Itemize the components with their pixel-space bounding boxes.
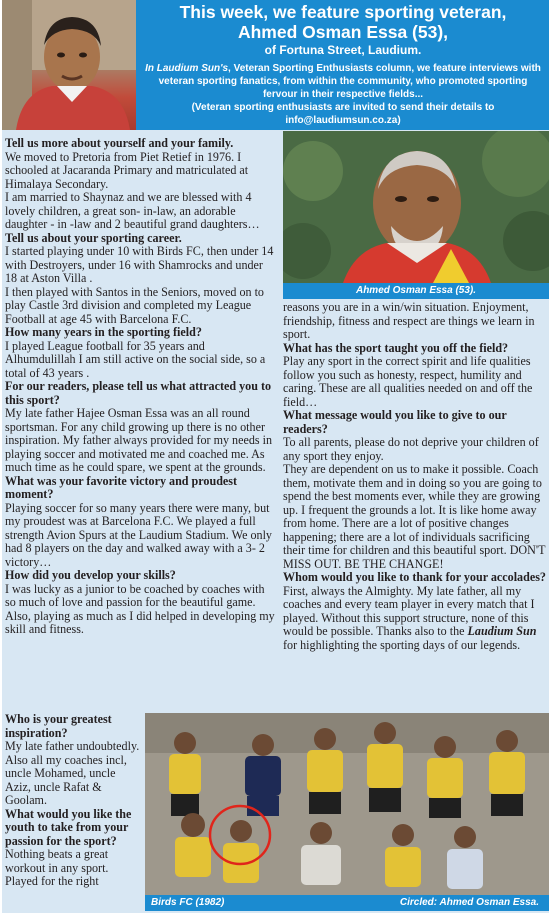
portrait-caption: Ahmed Osman Essa (53). [283, 283, 549, 299]
team-photo-circled-note: Circled: Ahmed Osman Essa. [399, 897, 539, 908]
answer-thanks [283, 585, 549, 653]
answer-thanks-end: for highlighting the sporting days of our legends. [283, 637, 521, 652]
answer-skills-fitness: Also, playing as much as I did helped in developing my skill and fitness. [5, 608, 275, 636]
question-family: Tell us more about yourself and your family. [5, 136, 234, 150]
answer-message-coaching: They are dependent on us to make it possible. Coach them, motivate them and in doing so you are going to spend the best moments ever, while they are growing up. I frequent the grounds a lot. It is like home away from home. There are a lot of positive changes happening; there are a lot of individuals sacrificing their time for children and this beautiful sport. DON'T MISS OUT. BE THE CHANGE! [283, 462, 546, 571]
question-off-field: What has the sport taught you off the field? [283, 340, 509, 355]
portrait-photo-right [283, 131, 549, 283]
article-column-right [283, 301, 549, 652]
question-years: How many years in the sporting field? [5, 325, 202, 339]
answer-message-parents: To all parents, please do not deprive your children of any sport they enjoy. [283, 435, 539, 463]
column-intro-text: , Veteran Sporting Enthusiasts column, we feature interviews with veteran sporting fanatics, from within the community, who promoted sporting fervour in their respective fields... [158, 63, 541, 100]
header-portrait-photo [2, 0, 136, 130]
question-youth: What would you like the youth to take from your passion for the sport? [5, 806, 132, 848]
article-column-left [5, 137, 277, 637]
answer-youth-start: Nothing beats a great workout in any sport. Played for the right [5, 847, 109, 888]
question-career: Tell us about your sporting career. [5, 230, 182, 245]
question-thanks: Whom would you like to thank for your accolades? [283, 570, 546, 584]
answer-skills-coaching: I was lucky as a junior to be coached by coaches with so much of love and passion for the beautiful game. [5, 581, 265, 609]
question-skills: How did you develop your skills? [5, 568, 176, 582]
header-text-block [142, 2, 544, 127]
feature-address: of Fortuna Street, Laudium. [264, 43, 422, 57]
answer-career-juniors: I started playing under 10 with Birds FC, then under 14 with Destroyers, under 16 with Shamrocks and under 18 at Aston Villa . [5, 244, 274, 285]
team-photo [145, 713, 549, 895]
answer-off-field: Play any sport in the correct spirit and life qualities follow you such as honesty, respect, humility and caring. These are all qualities needed on and off the field… [283, 354, 533, 409]
question-attraction: For our readers, please tell us what attracted you to this sport? [5, 379, 272, 407]
answer-family-children: I am married to Shaynaz and we are blessed with 4 lovely children, a great son- in-law, an adorable daughter - in -law and 2 beautiful grand daughters… [5, 190, 260, 231]
answer-youth-end: reasons you are in a win/win situation. Enjoyment, friendship, fitness and respect are things we learn in sport. [283, 300, 535, 341]
answer-career-seniors: I then played with Santos in the Seniors, moved on to play Castle 3rd division and completed my League Football at age 45 with Barcelona F.C. [5, 284, 264, 326]
answer-victory: Playing soccer for so many years there were many, but my proudest was at Barcelona F.C. We played a full strength Avion Spurs at the Laudium Stadium. We only had 8 players on the day and walked away with a 3- 2 victory… [5, 500, 272, 569]
feature-title: This week, we feature sporting veteran, [179, 2, 507, 22]
publication-name: In Laudium Sun's [145, 63, 229, 74]
question-inspiration: Who is your greatest inspiration? [5, 712, 112, 740]
answer-thanks-start: First, always the Almighty. My late father, all my coaches and every team player in every match that I played. Without this support structure, none of this would be possible. Thanks also to the [283, 583, 535, 638]
answer-inspiration: My late father undoubtedly. Also all my coaches incl, uncle Mohamed, uncle Aziz, uncle Rafat & Goolam. [5, 739, 140, 807]
team-photo-caption-bar [145, 895, 549, 911]
header-banner [2, 0, 549, 130]
submission-invite: (Veteran sporting enthusiasts are invited to send their details to info@laudiumsun.co.za) [191, 102, 495, 126]
portrait-illustration-right [283, 131, 549, 283]
publication-mention: Laudium Sun [467, 624, 537, 638]
feature-person-name: Ahmed Osman Essa (53), [237, 22, 449, 42]
question-victory: What was your favorite victory and proudest moment? [5, 473, 238, 501]
answer-attraction: My late father Hajee Osman Essa was an all round sportsman. For any child growing up there is no other inspiration. My father always provided for my needs in playing soccer and motivated me and coached me. As much time as he could spare, we spent at the grounds. [5, 406, 273, 474]
portrait-illustration [2, 0, 136, 130]
column-intro [142, 62, 544, 101]
question-message: What message would you like to give to our readers? [283, 408, 507, 436]
article-page [2, 0, 549, 913]
answer-family-schooling: We moved to Pretoria from Piet Retief in 1976. I schooled at Jacaranda Primary and matriculated at Himalaya Secondary. [5, 149, 249, 191]
article-column-narrow [5, 713, 141, 889]
team-photo-caption: Birds FC (1982) [151, 897, 225, 908]
answer-years: I played League football for 35 years and Alhumdulillah I am still active on the social side, so a total of 43 years . [5, 338, 266, 380]
team-photo-illustration [145, 713, 549, 895]
